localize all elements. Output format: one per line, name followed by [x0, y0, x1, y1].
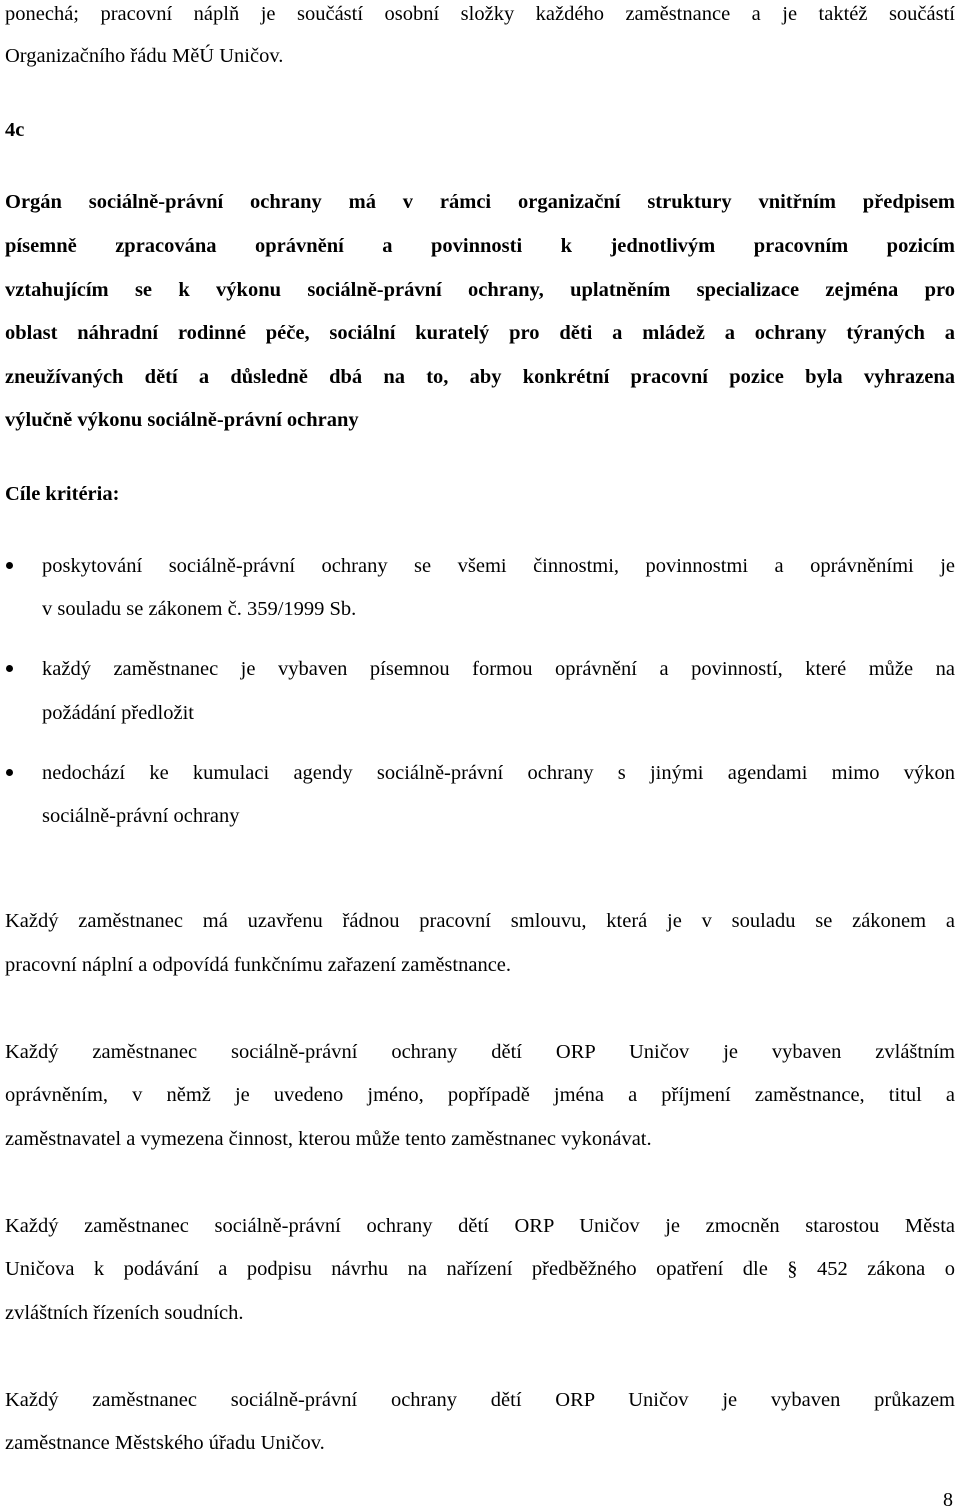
paragraph-line: Každý zaměstnanec má uzavřenu řádnou pracovní smlouvu, která je v souladu se zákonem a — [5, 910, 955, 932]
bullet-icon — [6, 562, 13, 569]
criterion-line-4: oblast náhradní rodinné péče, sociální kuratelý pro děti a mládež a ochrany týraných a — [5, 322, 955, 344]
paragraph-line: oprávněním, v němž je uvedeno jméno, popřípadě jména a příjmení zaměstnance, titul a — [5, 1084, 955, 1106]
paragraph-line: zaměstnavatel a vymezena činnost, kterou může tento zaměstnanec vykonávat. — [5, 1128, 652, 1150]
bullet-icon — [6, 769, 13, 776]
goals-title: Cíle kritéria: — [5, 483, 120, 505]
page-number: 8 — [943, 1489, 953, 1511]
intro-line-1: ponechá; pracovní náplň je součástí osobní složky každého zaměstnance a je taktéž součástí — [5, 3, 955, 25]
list-item-line: požádání předložit — [42, 702, 194, 724]
bullet-icon — [6, 665, 13, 672]
criterion-line-1: Orgán sociálně-právní ochrany má v rámci organizační struktury vnitřním předpisem — [5, 191, 955, 213]
criterion-line-3: vztahujícím se k výkonu sociálně-právní ochrany, uplatněním specializace zejména pro — [5, 279, 955, 301]
paragraph-line: Každý zaměstnanec sociálně-právní ochrany dětí ORP Uničov je vybaven průkazem — [5, 1389, 955, 1411]
criterion-line-5: zneužívaných dětí a důsledně dbá na to, aby konkrétní pracovní pozice byla vyhrazena — [5, 366, 955, 388]
section-number: 4c — [5, 119, 25, 141]
paragraph-line: zvláštních řízeních soudních. — [5, 1302, 244, 1324]
paragraph-line: Každý zaměstnanec sociálně-právní ochrany dětí ORP Uničov je zmocněn starostou Města — [5, 1215, 955, 1237]
list-item-line: každý zaměstnanec je vybaven písemnou formou oprávnění a povinností, které může na — [42, 658, 955, 680]
list-item-line: sociálně-právní ochrany — [42, 805, 240, 827]
paragraph-line: pracovní náplní a odpovídá funkčnímu zařazení zaměstnance. — [5, 954, 512, 976]
paragraph-line: Každý zaměstnanec sociálně-právní ochrany dětí ORP Uničov je vybaven zvláštním — [5, 1041, 955, 1063]
criterion-line-2: písemně zpracována oprávnění a povinnosti k jednotlivým pracovním pozicím — [5, 235, 955, 257]
intro-line-2: Organizačního řádu MěÚ Uničov. — [5, 45, 284, 67]
paragraph-line: Uničova k podávání a podpisu návrhu na nařízení předběžného opatření dle § 452 zákona o — [5, 1258, 955, 1280]
list-item-line: poskytování sociálně-právní ochrany se všemi činnostmi, povinnostmi a oprávněními je — [42, 555, 955, 577]
paragraph-line: zaměstnance Městského úřadu Uničov. — [5, 1432, 325, 1454]
criterion-line-6: výlučně výkonu sociálně-právní ochrany — [5, 409, 359, 431]
list-item-line: v souladu se zákonem č. 359/1999 Sb. — [42, 598, 357, 620]
list-item-line: nedochází ke kumulaci agendy sociálně-právní ochrany s jinými agendami mimo výkon — [42, 762, 955, 784]
